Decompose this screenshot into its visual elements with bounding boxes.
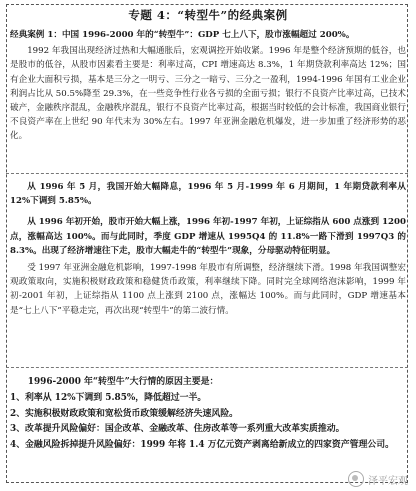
list-item: 4、金融风险拆掉提升风险偏好：1999 年将 1.4 万亿元资产剥离给新成立的四家资产管理公司。 [10,440,394,451]
divider [6,173,408,174]
rate-paragraph: 从 1996 年 5 月，我国开始大幅降息，1996 年 5 月-1999 年 6 月期间，1 年期贷款利率从 12%下调到 5.85%。 [10,182,406,207]
reasons-section [10,375,406,454]
list-item: 2、实施积极财政政策和宽松货币政策缓解经济失速风险。 [10,408,239,419]
case-paragraph: 1992 年我国出现经济过热和大幅通胀后，宏观调控开始收紧。1996 年是整个经济预期的低谷，也是股市的低谷，从股市因素看主要是：利率过高，CPI 增速高达 8.3%，1 年期贷款利率高达 12%；国有企业大面积亏损，基本是三分之一明亏、三分之一暗亏、三分之一盈利，1994-1996 年国有工业企业利润占比从 50.5%降至 29.3%，在一些竞争性行业各亏损的全面亏损；银行不良资产比率过高，已技术破产，金融秩序混乱，金融秩序混乱，银行不良资产比率过高，根据当时较低的会计标准，我国商业银行不良资产率在上世纪 90 年代末为 30%左右。1997 年亚洲金融危机爆发，进一步加重了经济形势的恶化。 [10,46,406,142]
watermark [348,471,408,487]
page-title: 专题 4：“转型牛”的经典案例 [128,8,288,22]
divider [6,367,408,368]
reasons-heading: 1996-2000 年“转型牛”大行情的原因主要是： [27,377,219,387]
watermark-text: 泽平宏观 [368,475,408,487]
market-paragraph: 从 1996 年初开始，股市开始大幅上涨，1996 年初-1997 年初，上证综指从 600 点涨到 1200 点，涨幅高达 100%。而与此同时，季度 GDP 增速从 1995Q4 的 11.8%一路下滑到 1997Q3 的 8.3%。出现了经济增速往下走，股市大幅走牛的“转型牛”现象，分母驱动特征明显。 [10,217,406,256]
case-section [10,28,406,144]
list-item: 1、利率从 12%下调到 5.85%，降低超过一半。 [10,392,207,403]
wechat-logo-icon [348,471,364,487]
rate-section [10,180,406,318]
case-heading: 经典案例 1：中国 1996-2000 年的“转型牛”：GDP 七上八下，股市涨幅超过 200%。 [10,30,355,40]
crisis-paragraph: 受 1997 年亚洲金融危机影响，1997-1998 年股市有所调整，经济继续下滑。1998 年我国调整宏观政策取向，实施积极财政政策和稳健货币政策，利率继续下降。同时完全球网络泡沫影响，1999 年初-2001 年初，上证综指从 1100 点上涨到 2100 点，涨幅达 100%。而与此同时，GDP 增速基本是“七上八下”平稳走完，再次出现“转型牛”的第二波行情。 [10,263,406,316]
list-item: 3、改革提升风险偏好：国企改革、金融改革、住房改革等一系列重大改革实质推动。 [10,424,345,435]
